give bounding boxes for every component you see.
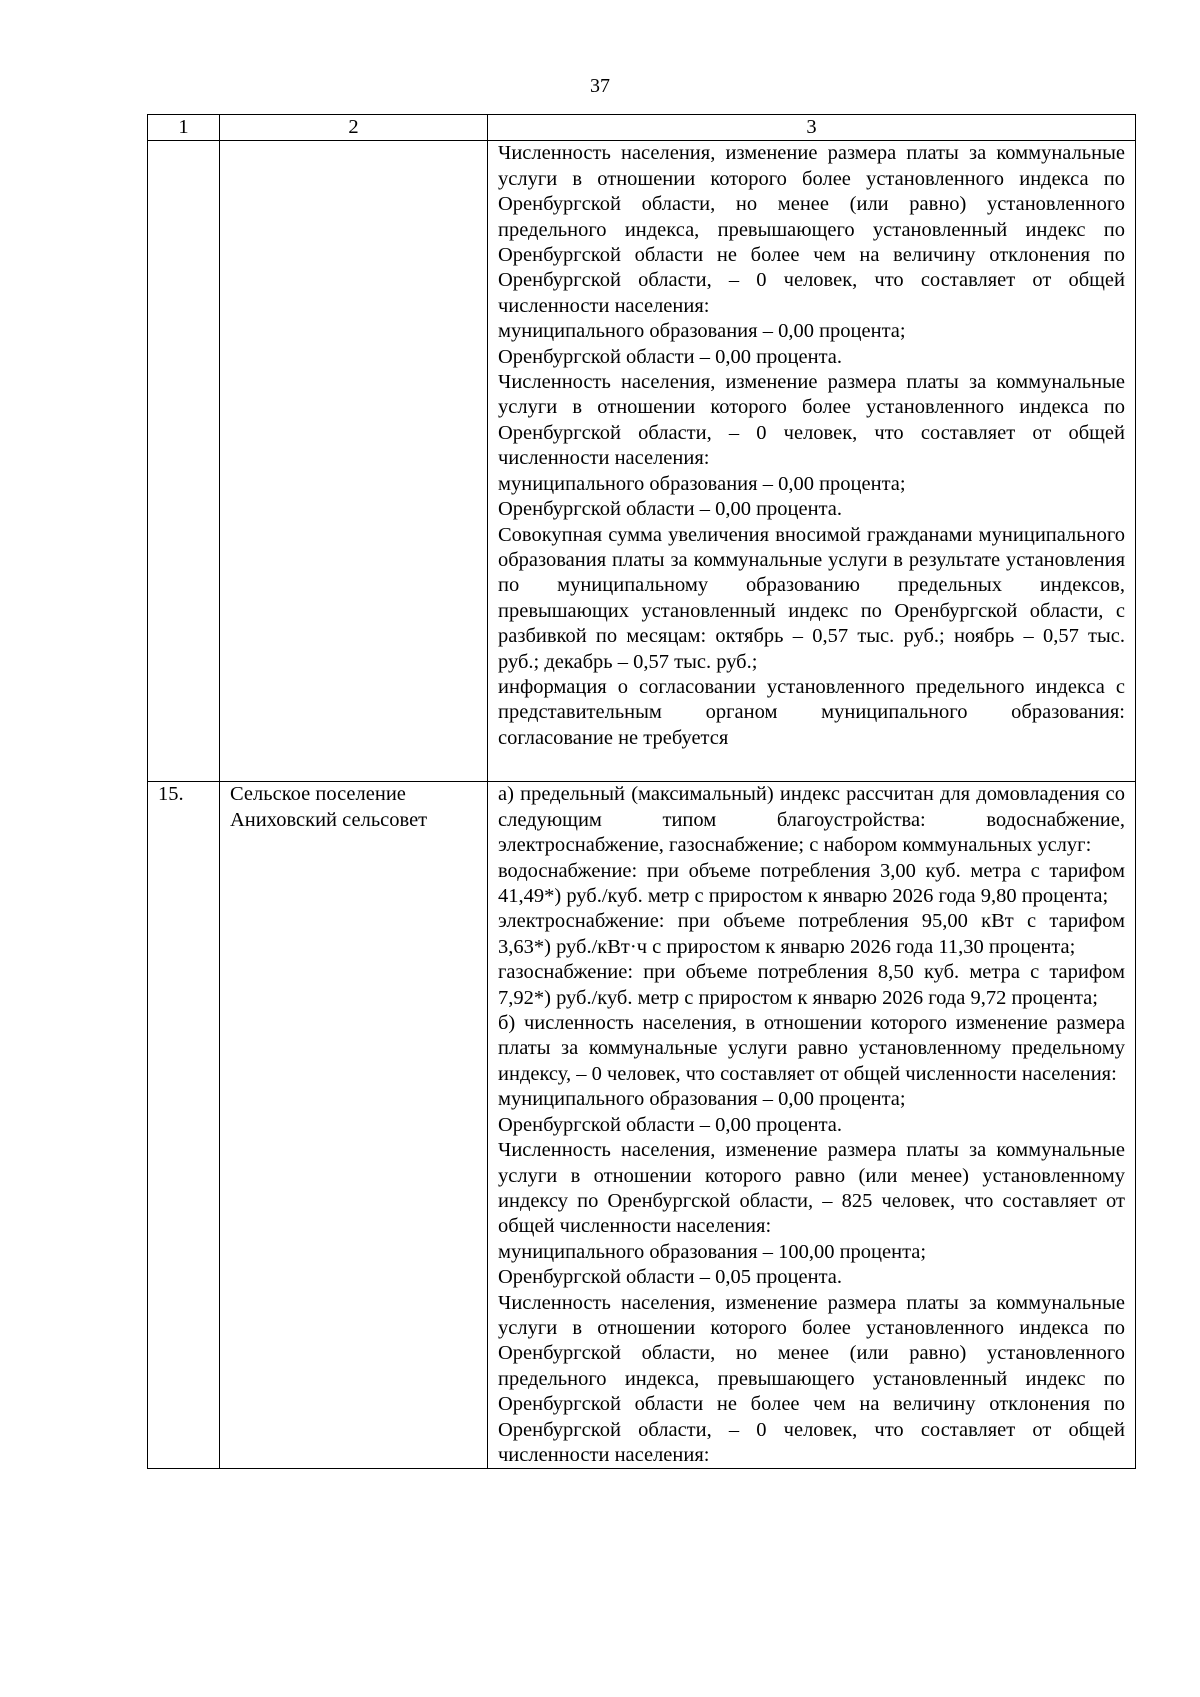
header-col-1: 1 bbox=[148, 115, 220, 141]
paragraph: Численность населения, изменение размера платы за коммунальные услуги в отношении которого равно (или менее) установленному индексу по Оренбургской области, – 825 человек, что составляет от общей численности населения: bbox=[498, 1139, 1125, 1238]
paragraph: Оренбургской области – 0,00 процента. bbox=[498, 345, 843, 368]
row-content-cell bbox=[488, 782, 1136, 1469]
row-content-cell bbox=[488, 141, 1136, 782]
settlement-name-line: Сельское поселение bbox=[230, 783, 406, 806]
paragraph: б) численность населения, в отношении которого изменение размера платы за коммунальные услуги равно установленному предельному индексу, – 0 человек, что составляет от общей численности населения: bbox=[498, 1012, 1125, 1085]
table-row-15 bbox=[148, 782, 1136, 1469]
table-row-continuation bbox=[148, 141, 1136, 782]
paragraph: информация о согласовании установленного предельного индекса с представительным органом муниципального образования: согласование не требуется bbox=[498, 675, 1125, 749]
row-number-cell: 15. bbox=[148, 782, 220, 1469]
table-header-row bbox=[148, 115, 1136, 141]
paragraph: Оренбургской области – 0,00 процента. bbox=[498, 498, 843, 521]
paragraph: муниципального образования – 0,00 процента; bbox=[498, 1088, 906, 1111]
paragraph: а) предельный (максимальный) индекс рассчитан для домовладения со следующим типом благоустройства: водоснабжение, электроснабжение, газоснабжение; с набором коммунальных услуг: bbox=[498, 783, 1125, 857]
header-col-2: 2 bbox=[220, 115, 488, 141]
header-col-3: 3 bbox=[488, 115, 1136, 141]
data-table bbox=[147, 114, 1136, 1469]
paragraph: Оренбургской области – 0,00 процента. bbox=[498, 1113, 843, 1136]
row-number-cell bbox=[148, 141, 220, 782]
row-name-cell bbox=[220, 782, 488, 1469]
settlement-name-line: Аниховский сельсовет bbox=[230, 808, 428, 831]
paragraph: Совокупная сумма увеличения вносимой гражданами муниципального образования платы за коммунальные услуги в результате установления по муниципальному образованию предельных индексов, превышающих установленный индекс по Оренбургской области, с разбивкой по месяцам: октябрь – 0,57 тыс. руб.; ноябрь – 0,57 тыс. руб.; декабрь – 0,57 тыс. руб.; bbox=[498, 523, 1125, 673]
paragraph: муниципального образования – 100,00 процента; bbox=[498, 1240, 927, 1263]
paragraph: муниципального образования – 0,00 процента; bbox=[498, 320, 906, 343]
paragraph: Численность населения, изменение размера платы за коммунальные услуги в отношении которого более установленного индекса по Оренбургской области, – 0 человек, что составляет от общей численности населения: bbox=[498, 371, 1125, 470]
paragraph: Оренбургской области – 0,05 процента. bbox=[498, 1266, 843, 1289]
paragraph: муниципального образования – 0,00 процента; bbox=[498, 472, 906, 495]
paragraph: водоснабжение: при объеме потребления 3,00 куб. метра с тарифом 41,49*) руб./куб. метр с приростом к январю 2026 года 9,80 процента; bbox=[498, 859, 1125, 908]
paragraph: Численность населения, изменение размера платы за коммунальные услуги в отношении которого более установленного индекса по Оренбургской области, но менее (или равно) установленного предельного индекса, превышающего установленный индекс по Оренбургской области не более чем на величину отклонения по Оренбургской области, – 0 человек, что составляет от общей численности населения: bbox=[498, 1291, 1125, 1466]
page-number: 37 bbox=[590, 75, 610, 97]
paragraph: Численность населения, изменение размера платы за коммунальные услуги в отношении которого более установленного индекса по Оренбургской области, но менее (или равно) установленного предельного индекса, превышающего установленный индекс по Оренбургской области не более чем на величину отклонения по Оренбургской области, – 0 человек, что составляет от общей численности населения: bbox=[498, 142, 1125, 317]
row-name-cell bbox=[220, 141, 488, 782]
paragraph: газоснабжение: при объеме потребления 8,50 куб. метра с тарифом 7,92*) руб./куб. метр с приростом к январю 2026 года 9,72 процента; bbox=[498, 961, 1125, 1009]
paragraph: электроснабжение: при объеме потребления 95,00 кВт с тарифом 3,63*) руб./кВт·ч с приростом к январю 2026 года 11,30 процента; bbox=[498, 910, 1125, 958]
